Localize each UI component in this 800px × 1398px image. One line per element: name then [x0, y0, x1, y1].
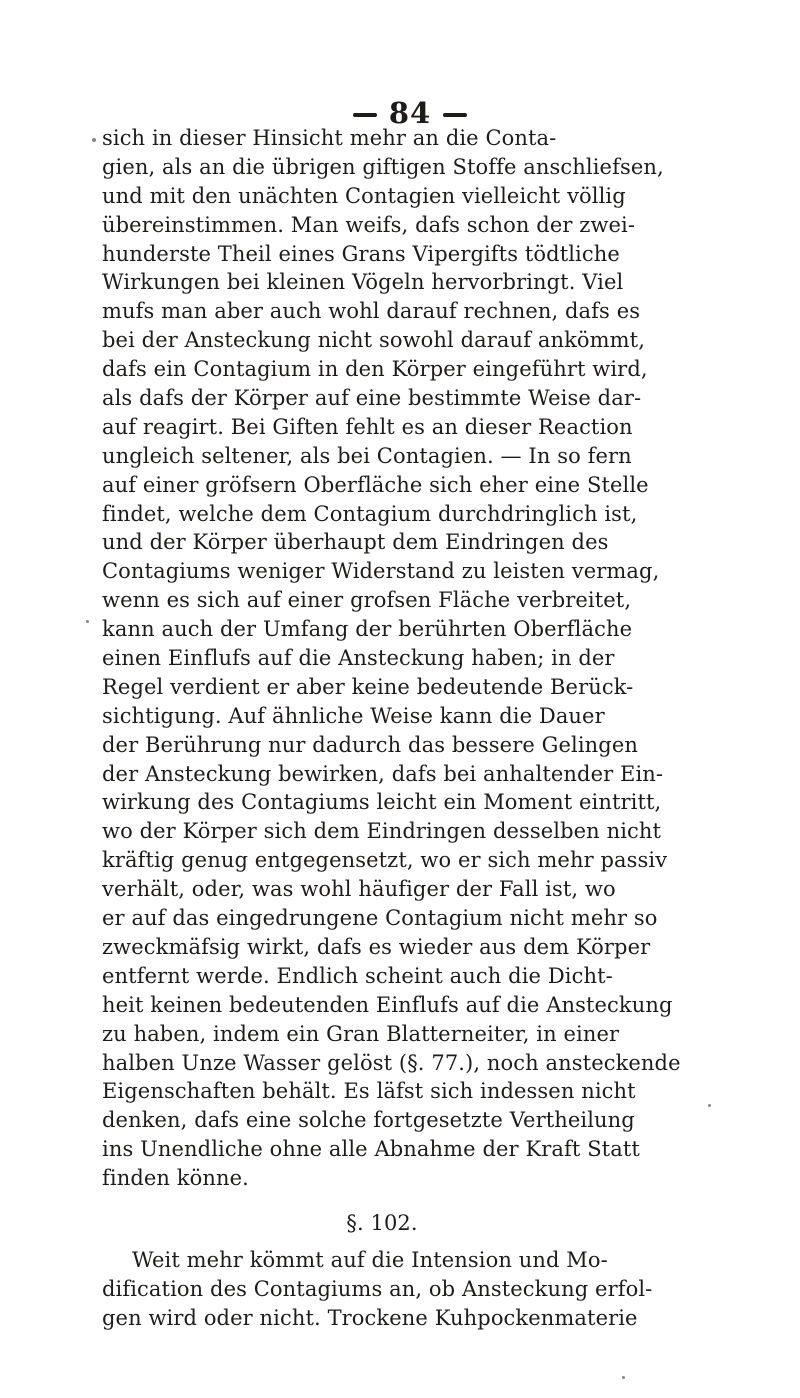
text-line: kräftig genug entgegensetzt, wo er sich mehr passiv: [102, 848, 668, 873]
text-line: entfernt werde. Endlich scheint auch die Dicht-: [102, 963, 613, 988]
text-line: finden könne.: [102, 1166, 249, 1191]
text-line: ungleich seltener, als bei Contagien. — In so fern: [102, 443, 632, 468]
text-line: dification des Contagiums an, ob Ansteckung erfol-: [102, 1276, 653, 1301]
text-line: hunderste Theil eines Grans Vipergifts tödtliche: [102, 241, 620, 266]
text-line: bei der Ansteckung nicht sowohl darauf ankömmt,: [102, 328, 645, 353]
text-line: Weit mehr kömmt auf die Intension und Mo-: [132, 1247, 608, 1272]
text-line: wenn es sich auf einer grofsen Fläche verbreitet,: [102, 588, 632, 613]
text-line: er auf das eingedrungene Contagium nicht mehr so: [102, 906, 658, 931]
text-line: verhält, oder, was wohl häufiger der Fall ist, wo: [102, 877, 616, 902]
section-heading: §. 102.: [346, 1210, 418, 1235]
paper-speck: [622, 1376, 625, 1379]
text-line: Regel verdient er aber keine bedeutende Berück-: [102, 674, 634, 699]
text-line: gen wird oder nicht. Trockene Kuhpockenmaterie: [102, 1305, 638, 1330]
body-text: [102, 124, 800, 1333]
text-line: der Ansteckung bewirken, dafs bei anhaltender Ein-: [102, 761, 664, 786]
text-line: heit keinen bedeutenden Einflufs auf die Ansteckung: [102, 992, 673, 1017]
paper-speck: [86, 620, 89, 623]
text-line: zu haben, indem ein Gran Blatterneiter, in einer: [102, 1021, 620, 1046]
text-line: sichtigung. Auf ähnliche Weise kann die Dauer: [102, 703, 605, 728]
text-line: denken, dafs eine solche fortgesetzte Vertheilung: [102, 1108, 635, 1133]
text-line: und der Körper überhaupt dem Eindringen des: [102, 530, 609, 555]
text-line: der Berührung nur dadurch das bessere Gelingen: [102, 732, 638, 757]
text-line: findet, welche dem Contagium durchdringlich ist,: [102, 501, 638, 526]
text-line: Eigenschaften behält. Es läfst sich indessen nicht: [102, 1079, 636, 1104]
text-line: ins Unendliche ohne alle Abnahme der Kraft Statt: [102, 1137, 640, 1162]
text-line: zweckmäfsig wirkt, dafs es wieder aus dem Körper: [102, 934, 651, 959]
text-line: auf einer gröfsern Oberfläche sich eher eine Stelle: [102, 472, 649, 497]
text-line: einen Einflufs auf die Ansteckung haben; in der: [102, 646, 615, 671]
paper-speck: [708, 1104, 711, 1107]
page-number-value: 84: [388, 96, 432, 130]
text-line: sich in dieser Hinsicht mehr an die Conta-: [102, 126, 557, 150]
text-line: wo der Körper sich dem Eindringen desselben nicht: [102, 819, 662, 844]
text-line: und mit den unächten Contagien vielleicht völlig: [102, 183, 626, 208]
text-line: halben Unze Wasser gelöst (§. 77.), noch ansteckende: [102, 1050, 681, 1075]
paper-speck: [92, 138, 96, 142]
text-line: als dafs der Körper auf eine bestimmte Weise dar-: [102, 386, 642, 411]
text-line: Wirkungen bei kleinen Vögeln hervorbringt. Viel: [102, 270, 624, 295]
text-line: auf reagirt. Bei Giften fehlt es an dieser Reaction: [102, 414, 633, 439]
text-line: kann auch der Umfang der berührten Oberfläche: [102, 617, 633, 642]
text-line: wirkung des Contagiums leicht ein Moment eintritt,: [102, 790, 662, 815]
text-line: Contagiums weniger Widerstand zu leisten vermag,: [102, 559, 660, 584]
text-line: gien, als an die übrigen giftigen Stoffe anschliefsen,: [102, 154, 664, 179]
page-number-left-ornament: [353, 113, 377, 117]
text-line: mufs man aber auch wohl darauf rechnen, dafs es: [102, 299, 641, 324]
text-line: dafs ein Contagium in den Körper eingeführt wird,: [102, 357, 648, 382]
text-line: übereinstimmen. Man weifs, dafs schon der zwei-: [102, 212, 636, 237]
page-number-right-ornament: [443, 113, 467, 117]
